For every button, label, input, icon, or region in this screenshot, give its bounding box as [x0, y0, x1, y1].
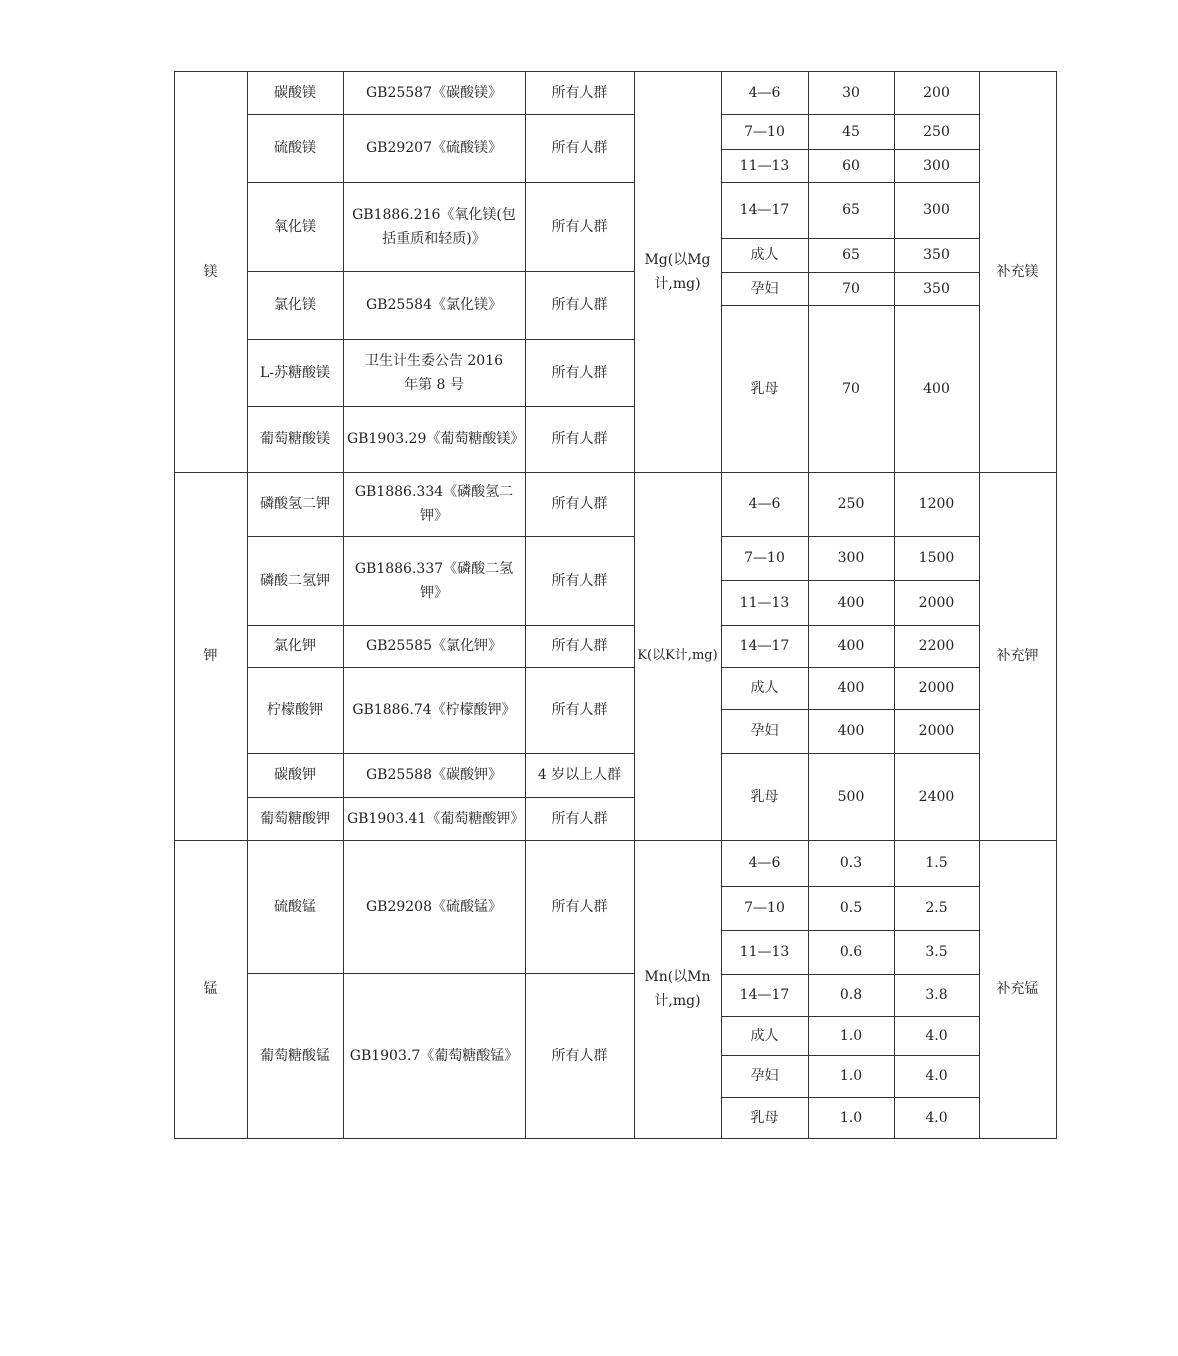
- compound-population: 所有人群: [551, 1047, 608, 1064]
- age-group: 11—13: [739, 944, 790, 960]
- min-value: 30: [842, 84, 860, 101]
- compound-name: L-苏糖酸镁: [259, 364, 331, 381]
- age-group: 7—10: [744, 900, 785, 916]
- max-value: 2000: [918, 594, 955, 611]
- compound-name: 磷酸二氢钾: [260, 572, 330, 589]
- min-value: 400: [837, 638, 865, 654]
- compound-standard: GB29207《硫酸镁》: [365, 140, 502, 156]
- min-value: 70: [842, 380, 860, 397]
- nutrient-unit-cell: Mn(以Mn计,mg): [644, 969, 711, 1009]
- age-group: 7—10: [744, 123, 785, 140]
- compound-name: 硫酸锰: [274, 898, 316, 915]
- max-value: 2200: [918, 638, 955, 654]
- min-value: 1.0: [839, 1027, 863, 1044]
- compound-population: 所有人群: [551, 810, 608, 827]
- compound-standard: GB1886.334《磷酸氢二钾》: [354, 484, 514, 524]
- compound-standard: GB1903.41《葡萄糖酸钾》: [347, 810, 525, 827]
- compound-name: 柠檬酸钾: [267, 702, 323, 718]
- min-value: 65: [842, 247, 860, 263]
- max-value: 350: [923, 247, 950, 263]
- compound-standard: GB25584《氯化镁》: [365, 297, 502, 313]
- nutrient-unit-cell: K(以K计,mg): [637, 648, 718, 663]
- function-cell: 补充钾: [996, 648, 1039, 664]
- max-value: 4.0: [925, 1027, 948, 1044]
- compound-population: 所有人群: [551, 898, 608, 915]
- compound-standard: GB1903.29《葡萄糖酸镁》: [347, 431, 525, 447]
- compound-population: 所有人群: [551, 702, 608, 718]
- max-value: 300: [923, 157, 950, 174]
- age-group: 14—17: [739, 202, 790, 218]
- max-value: 1500: [918, 550, 955, 566]
- compound-standard: GB25585《氯化钾》: [365, 638, 502, 654]
- max-value: 3.8: [925, 987, 948, 1003]
- max-value: 2000: [918, 723, 955, 739]
- compound-population: 所有人群: [551, 638, 608, 654]
- max-value: 2400: [918, 788, 955, 805]
- compound-population: 所有人群: [551, 431, 608, 447]
- compound-population: 所有人群: [551, 297, 608, 313]
- compound-name: 碳酸镁: [274, 84, 316, 101]
- compound-name: 葡萄糖酸镁: [260, 431, 330, 447]
- max-value: 300: [923, 202, 950, 218]
- compound-name: 磷酸氢二钾: [260, 496, 330, 512]
- min-value: 500: [837, 788, 865, 805]
- min-value: 250: [837, 496, 865, 512]
- compound-name: 氯化钾: [274, 638, 316, 654]
- age-group: 4—6: [748, 855, 781, 871]
- table-rule: [174, 1138, 1057, 1139]
- max-value: 2.5: [925, 900, 948, 916]
- age-group: 14—17: [739, 638, 790, 654]
- min-value: 300: [837, 550, 865, 566]
- max-value: 1200: [918, 496, 955, 512]
- element-cell-potassium: 钾: [203, 648, 218, 664]
- min-value: 0.8: [839, 987, 863, 1003]
- element-cell-manganese: 锰: [203, 981, 218, 997]
- age-group: 孕妇: [750, 1068, 779, 1084]
- compound-population: 所有人群: [551, 84, 608, 101]
- age-group: 11—13: [739, 594, 790, 611]
- min-value: 1.0: [839, 1068, 863, 1084]
- max-value: 3.5: [925, 944, 948, 960]
- min-value: 400: [837, 723, 865, 739]
- min-value: 1.0: [839, 1109, 863, 1126]
- min-value: 400: [837, 594, 865, 611]
- max-value: 2000: [918, 680, 955, 696]
- compound-standard: GB1886.337《磷酸二氢钾》: [354, 560, 514, 601]
- compound-population: 所有人群: [551, 140, 608, 156]
- age-group: 成人: [750, 247, 779, 263]
- age-group: 11—13: [739, 157, 790, 174]
- min-value: 70: [842, 280, 860, 297]
- compound-name: 葡萄糖酸锰: [260, 1047, 330, 1064]
- compound-population: 所有人群: [551, 496, 608, 512]
- age-group: 乳母: [750, 788, 779, 805]
- min-value: 400: [837, 680, 865, 696]
- age-group: 孕妇: [750, 723, 779, 739]
- compound-standard: GB1886.216《氧化镁(包括重质和轻质)》: [352, 206, 516, 247]
- age-group: 乳母: [750, 1109, 779, 1126]
- function-cell: 补充镁: [996, 263, 1039, 280]
- table-rule: [1056, 71, 1057, 1139]
- compound-standard: GB29208《硫酸锰》: [365, 898, 502, 915]
- max-value: 200: [923, 84, 950, 101]
- min-value: 60: [842, 157, 860, 174]
- compound-name: 氯化镁: [274, 297, 316, 313]
- age-group: 4—6: [748, 496, 781, 512]
- element-cell-magnesium: 镁: [203, 263, 218, 280]
- age-group: 7—10: [744, 550, 785, 566]
- max-value: 250: [923, 123, 950, 140]
- compound-population: 所有人群: [551, 364, 608, 381]
- compound-standard: 卫生计生委公告 2016 年第 8 号: [364, 352, 504, 393]
- age-group: 成人: [750, 1027, 779, 1044]
- compound-standard: GB25588《碳酸钾》: [365, 767, 502, 783]
- compound-name: 碳酸钾: [274, 767, 316, 783]
- compound-population: 所有人群: [551, 572, 608, 589]
- age-group: 成人: [750, 680, 779, 696]
- min-value: 0.6: [839, 944, 863, 960]
- max-value: 4.0: [925, 1068, 948, 1084]
- min-value: 65: [842, 202, 860, 218]
- age-group: 乳母: [750, 380, 779, 397]
- max-value: 4.0: [925, 1109, 948, 1126]
- nutrient-unit-cell: Mg(以Mg计,mg): [644, 251, 711, 292]
- compound-name: 氧化镁: [274, 218, 316, 235]
- min-value: 0.3: [839, 855, 863, 871]
- max-value: 1.5: [925, 855, 948, 871]
- min-value: 0.5: [839, 900, 863, 916]
- compound-standard: GB1903.7《葡萄糖酸锰》: [349, 1047, 519, 1064]
- max-value: 350: [923, 280, 950, 297]
- compound-standard: GB1886.74《柠檬酸钾》: [352, 702, 516, 718]
- compound-standard: GB25587《碳酸镁》: [365, 84, 502, 101]
- function-cell: 补充锰: [996, 981, 1039, 997]
- compound-population: 所有人群: [551, 218, 608, 235]
- compound-name: 硫酸镁: [274, 140, 316, 156]
- min-value: 45: [842, 123, 860, 140]
- age-group: 14—17: [739, 987, 790, 1003]
- age-group: 4—6: [748, 84, 781, 101]
- age-group: 孕妇: [750, 280, 779, 297]
- compound-population: 4 岁以上人群: [537, 767, 622, 783]
- max-value: 400: [923, 380, 950, 397]
- compound-name: 葡萄糖酸钾: [260, 810, 330, 827]
